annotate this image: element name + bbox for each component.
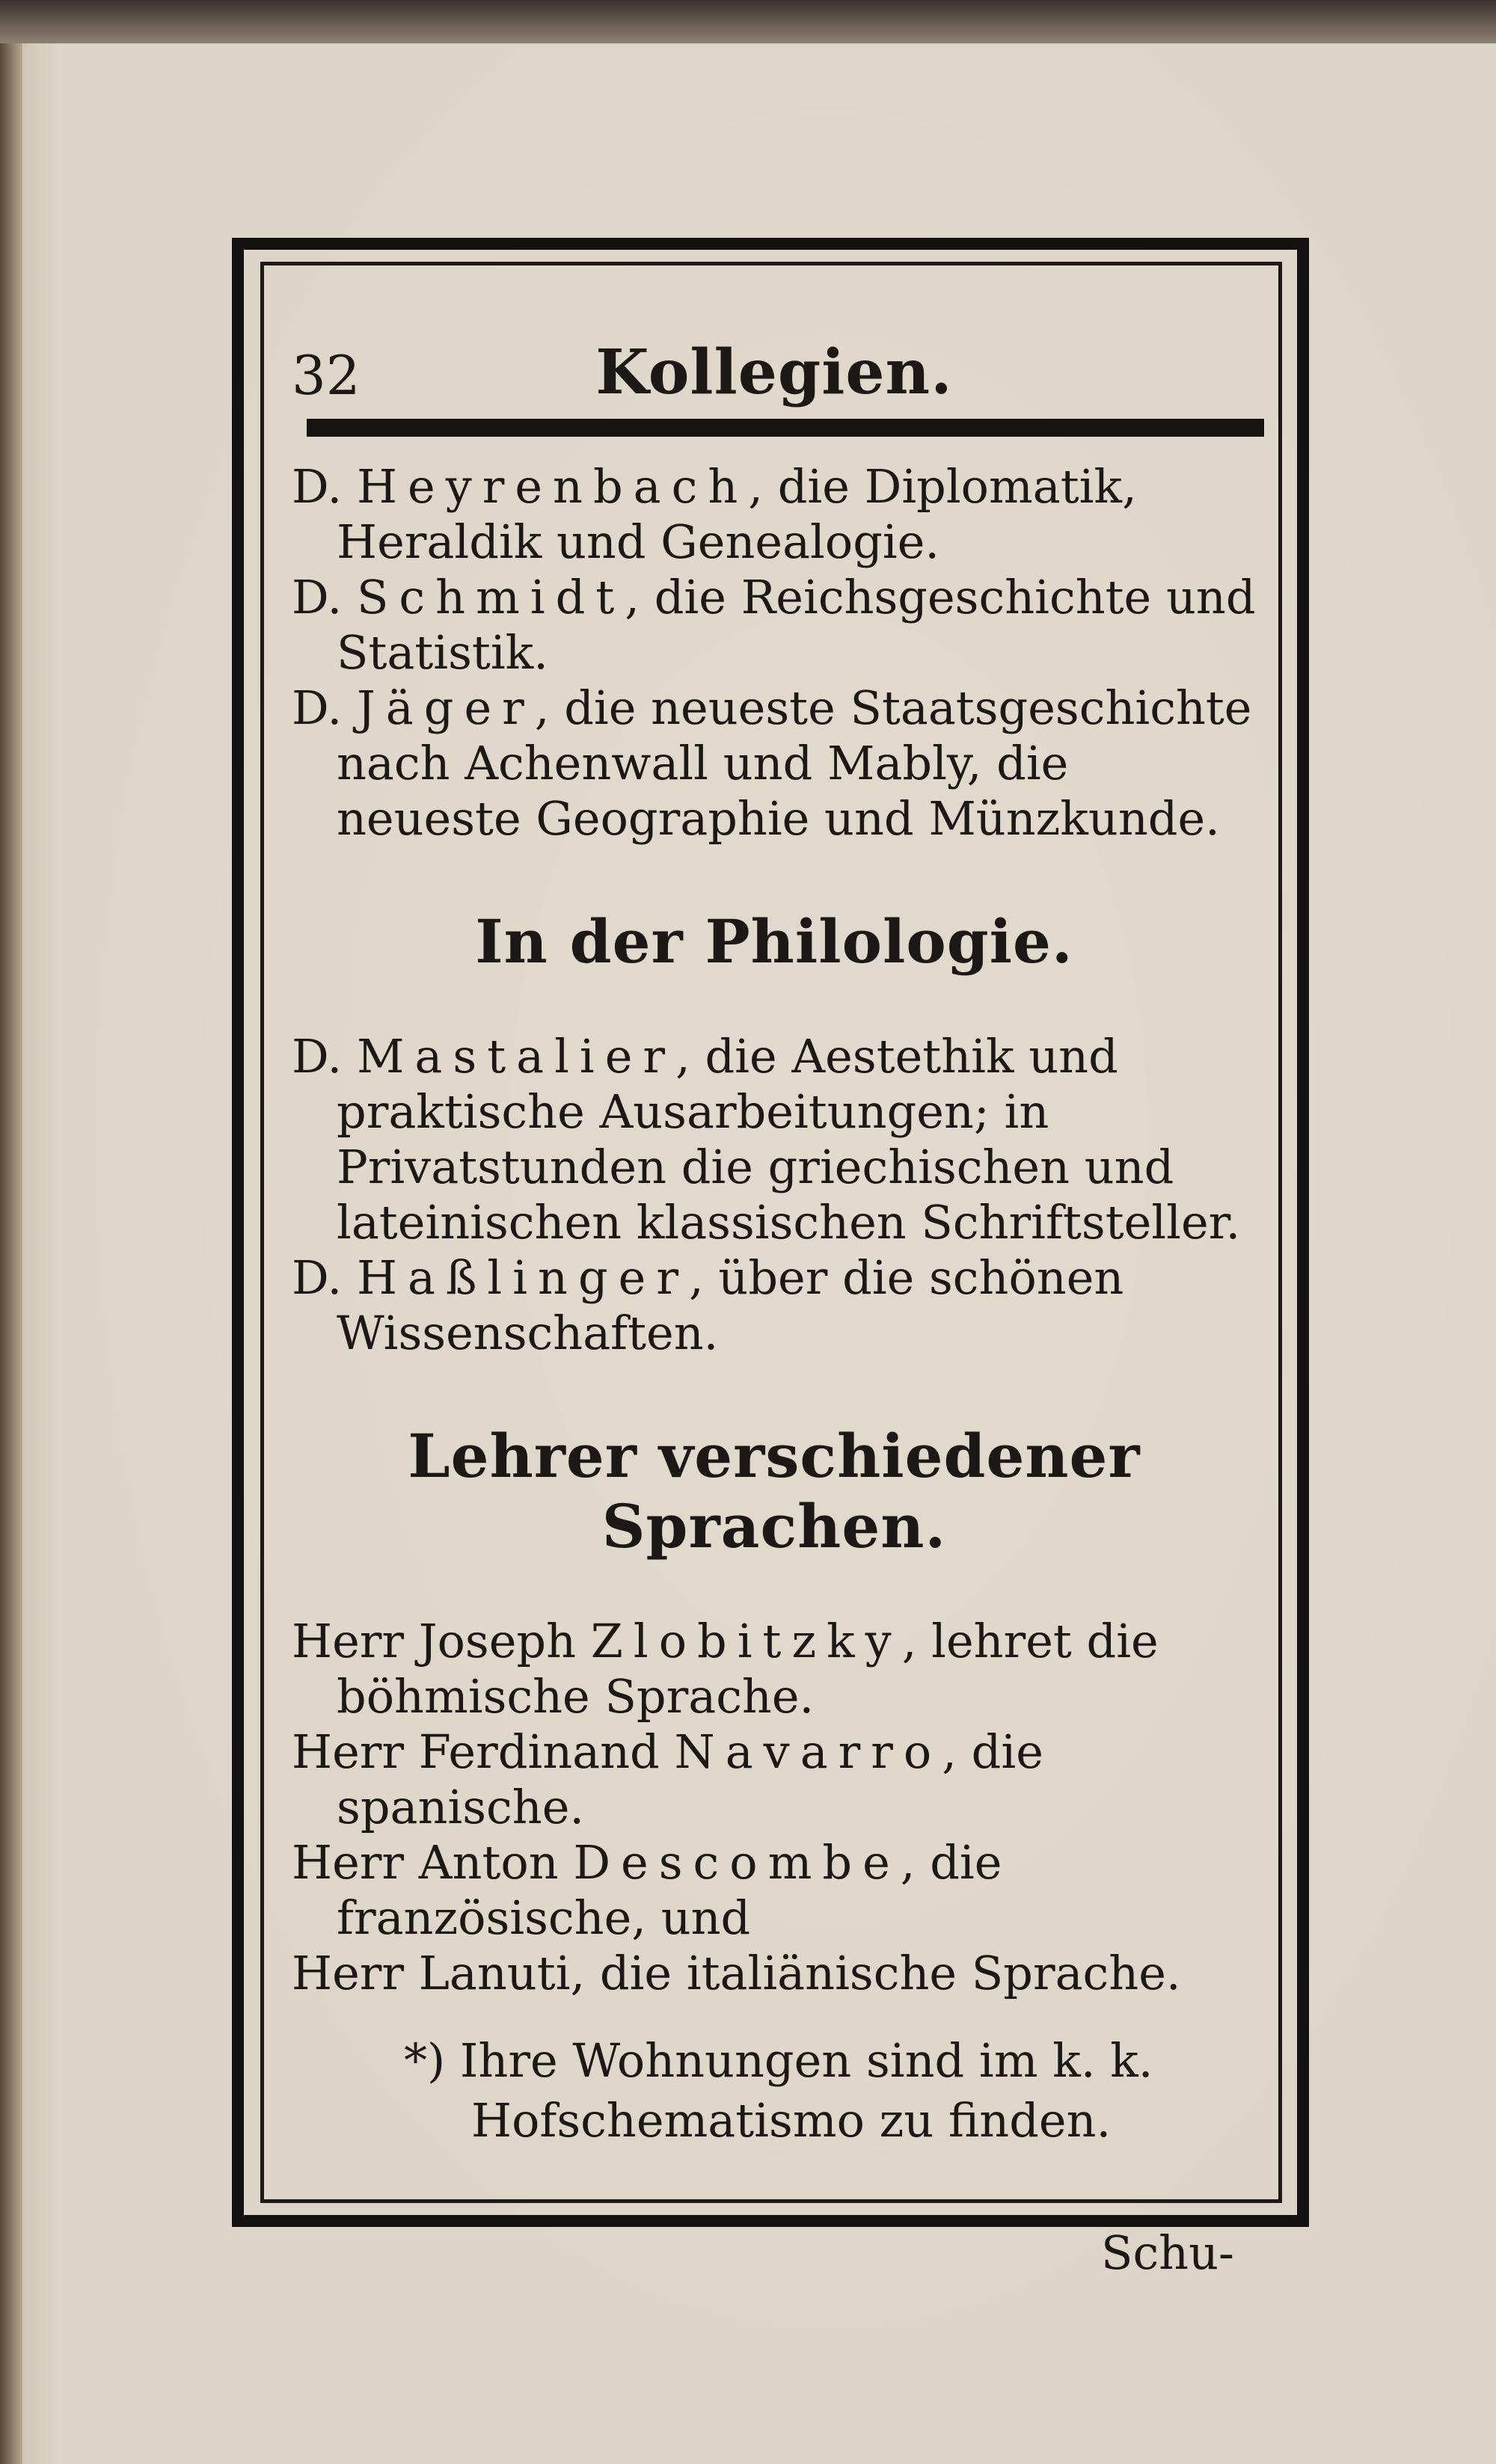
entry-prefix: D.	[292, 570, 343, 624]
list-item	[292, 1835, 1257, 1946]
entry-prefix: Herr Anton	[292, 1835, 559, 1890]
list-item	[292, 570, 1257, 680]
entry-prefix: D.	[292, 680, 343, 735]
entry-name: Navarro	[674, 1724, 942, 1779]
page-content	[292, 322, 1257, 2280]
list-item	[292, 1250, 1257, 1361]
list-item	[292, 1946, 1257, 2001]
page-number: 32	[292, 344, 361, 407]
entry-text: , die Diplomatik, Heraldik und Genealogie.	[337, 459, 1137, 569]
entry-text: , lehret die böhmische Sprache.	[337, 1614, 1159, 1724]
book-top-edge	[0, 0, 1496, 43]
footnote: *) Ihre Wohnungen sind im k. k. Hofschematismo zu finden.	[404, 2033, 1153, 2148]
entry-prefix: Herr Lanuti	[292, 1946, 571, 2000]
entry-prefix: D.	[292, 1029, 343, 1084]
entry-text: , die Reichsgeschichte und Statistik.	[337, 570, 1256, 680]
list-item	[292, 1614, 1257, 1724]
entry-text: , die spanische.	[337, 1724, 1043, 1834]
section-heading-languages: Lehrer verschiedener Sprachen.	[408, 1421, 1141, 1561]
list-item	[292, 1724, 1257, 1835]
entry-name: Jäger	[356, 680, 535, 735]
entry-name: Mastalier	[356, 1029, 676, 1084]
entry-text: , die neueste Staatsgeschichte nach Achenwall und Mably, die neueste Geographie und Münzkunde.	[337, 680, 1252, 846]
entry-prefix: Herr Joseph	[292, 1614, 577, 1668]
entry-name: Descombe	[573, 1835, 901, 1890]
catchword: Schu-	[1100, 2225, 1234, 2280]
entry-name: Heyrenbach	[356, 459, 749, 514]
entry-name: Zlobitzky	[590, 1614, 902, 1668]
header-rule	[307, 419, 1264, 437]
entry-text: , über die schönen Wissenschaften.	[337, 1250, 1124, 1360]
list-item	[292, 680, 1257, 847]
section-heading-philology: In der Philologie.	[475, 906, 1073, 977]
list-item	[292, 459, 1257, 570]
list-item	[292, 1029, 1257, 1250]
entry-text: , die italiänische Sprache.	[570, 1946, 1181, 2000]
running-title: Kollegien.	[595, 337, 953, 408]
page-gutter	[0, 43, 22, 2464]
entry-name: Schmidt	[356, 570, 625, 624]
entry-name: Haßlinger	[356, 1250, 689, 1305]
entry-prefix: D.	[292, 459, 343, 514]
entry-prefix: D.	[292, 1250, 343, 1305]
entry-text: , die französische, und	[337, 1835, 1002, 1945]
page-header	[292, 322, 1257, 419]
entry-text: , die Aestethik und praktische Ausarbeitungen; in Privatstunden die griechischen und lateinischen klassischen Schriftsteller.	[337, 1029, 1241, 1250]
entry-prefix: Herr Ferdinand	[292, 1724, 660, 1779]
